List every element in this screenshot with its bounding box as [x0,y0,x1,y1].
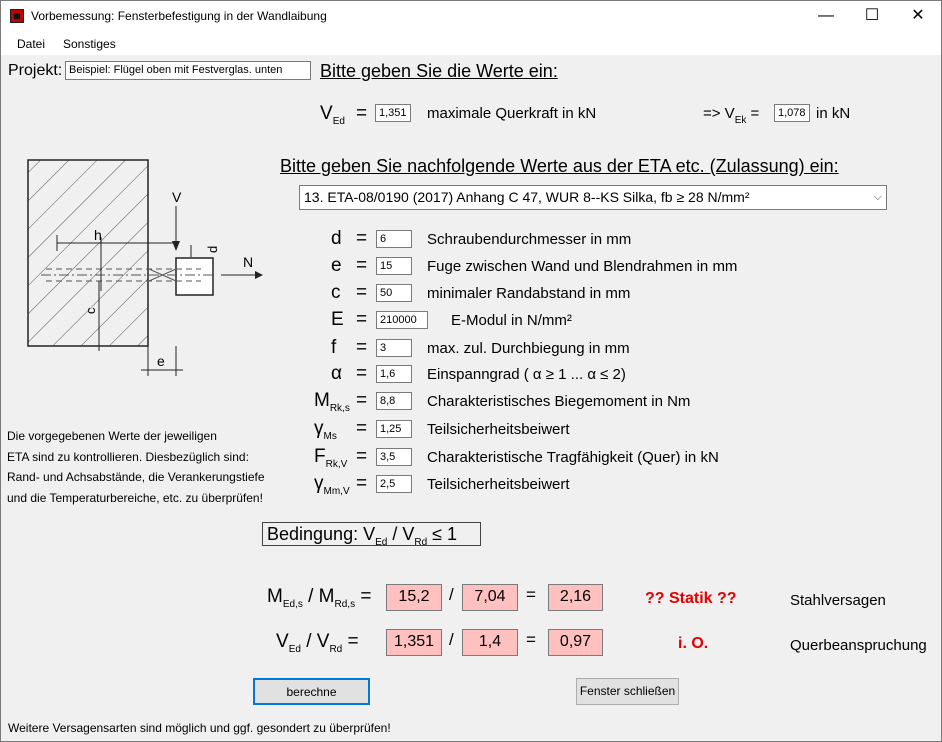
param-equals: = [356,228,368,249]
project-label: Projekt: [8,62,63,79]
fastening-diagram [21,151,271,386]
ved-input[interactable]: 1,351 [375,104,411,122]
param-equals: = [356,446,368,467]
app-icon [10,9,24,23]
close-dialog-button[interactable]: Fenster schließen [576,678,679,705]
param-input[interactable]: 8,8 [376,392,412,410]
eta-select-value: 13. ETA-08/0190 (2017) Anhang C 47, WUR 8--KS Silka, fb ≥ 28 N/mm² [304,189,750,205]
menu-datei[interactable]: Datei [17,37,46,51]
condition-box [262,522,481,546]
wall-section [28,160,148,346]
result-status: i. O. [678,635,709,652]
result-value-design: 1,351 [386,629,442,656]
note-line: Rand- und Achsabstände, die Verankerungstiefe [7,470,265,484]
window-title: Vorbemessung: Fensterbefestigung in der Wandlaibung [31,9,327,23]
param-input[interactable]: 3 [376,339,412,357]
param-equals: = [356,255,368,276]
vek-unit: in kN [816,105,851,122]
label-h: h [94,227,102,243]
ved-description: maximale Querkraft in kN [427,105,597,122]
force-n-arrowhead [255,271,263,279]
result-value-resistance: 7,04 [462,584,518,611]
param-equals: = [356,390,368,411]
param-equals: = [356,473,368,494]
result-value-resistance: 1,4 [462,629,518,656]
param-equals: = [356,282,368,303]
vek-output: 1,078 [774,104,810,122]
chevron-down-icon[interactable]: ⌵ [873,191,882,203]
close-window-button[interactable]: ✕ [911,7,925,24]
param-input[interactable]: 3,5 [376,448,412,466]
label-n: N [243,254,254,270]
eta-select[interactable] [299,185,887,210]
result-divide: / [449,630,454,649]
param-symbol: f [331,337,337,358]
result-equals: = [526,630,536,649]
eta-note [7,426,265,508]
result-equals: = [526,585,536,604]
param-equals: = [356,337,368,358]
result-failure-type: Querbeanspruchung [790,637,927,654]
heading-eta-values: Bitte geben Sie nachfolgende Werte aus der ETA etc. (Zulassung) ein: [280,156,839,176]
param-description: Teilsicherheitsbeiwert [427,476,570,493]
param-equals: = [356,363,368,384]
result-ratio: 2,16 [548,584,603,611]
param-description: Teilsicherheitsbeiwert [427,421,570,438]
ved-symbol: $V_{Ed}$ [320,103,345,127]
result-status: ?? Statik ?? [645,590,737,607]
param-symbol: c [331,282,341,303]
param-description: minimaler Randabstand in mm [427,285,631,302]
calculate-button[interactable]: berechne [253,678,370,705]
param-symbol: E [331,309,344,330]
param-description: Einspanngrad ( α ≥ 1 ... α ≤ 2) [427,366,626,383]
project-input[interactable]: Beispiel: Flügel oben mit Festverglas. unten [65,61,311,80]
param-input[interactable]: 1,25 [376,420,412,438]
ved-equals: = [356,103,368,124]
param-symbol: $\gamma_{Ms}$ [314,418,337,442]
menu-sonstiges[interactable]: Sonstiges [63,37,116,51]
label-e: e [157,353,165,369]
heading-enter-values: Bitte geben Sie die Werte ein: [320,61,558,81]
param-input[interactable]: 2,5 [376,475,412,493]
label-v: V [172,189,182,205]
menu-bar [1,32,941,55]
vek-label: => $V_{Ek}$ = [703,105,760,126]
param-description: max. zul. Durchbiegung in mm [427,340,630,357]
param-symbol: e [331,255,342,276]
param-input[interactable]: 6 [376,230,412,248]
maximize-button[interactable]: ☐ [864,7,880,24]
minimize-button[interactable]: — [818,7,834,24]
param-equals: = [356,309,368,330]
param-input[interactable]: 1,6 [376,365,412,383]
param-symbol: α [331,363,342,384]
param-symbol: $\gamma_{Mm,V}$ [314,473,350,497]
result-formula: $V_{Ed} / V_{Rd}$ = [276,631,359,655]
result-formula: $M_{Ed,s} / M_{Rd,s}$ = [267,586,372,610]
title-bar [1,1,941,32]
param-input[interactable]: 15 [376,257,412,275]
note-line: Die vorgegebenen Werte der jeweiligen [7,429,217,443]
result-ratio: 0,97 [548,629,603,656]
note-line: ETA sind zu kontrollieren. Diesbezüglich sind: [7,449,249,464]
condition-text: Bedingung: $V_{Ed} / V_{Rd} \le 1$ [267,524,458,548]
result-value-design: 15,2 [386,584,442,611]
label-d: d [205,245,220,253]
param-equals: = [356,418,368,439]
param-input[interactable]: 50 [376,284,412,302]
footer-note: Weitere Versagensarten sind möglich und ggf. gesondert zu überprüfen! [8,721,391,735]
param-symbol: $M_{Rk,s}$ [314,390,350,414]
result-divide: / [449,585,454,604]
label-c: c [83,307,98,314]
param-description: Schraubendurchmesser in mm [427,231,632,248]
param-description: Charakteristische Tragfähigkeit (Quer) in kN [427,449,719,466]
param-description: E-Modul in N/mm² [451,312,572,329]
window-frame [176,258,213,295]
param-description: Charakteristisches Biegemoment in Nm [427,393,691,410]
param-symbol: d [331,228,342,249]
param-input[interactable]: 210000 [376,311,428,329]
result-failure-type: Stahlversagen [790,592,886,609]
param-symbol: $F_{Rk,V}$ [314,446,348,470]
param-description: Fuge zwischen Wand und Blendrahmen in mm [427,258,738,275]
note-line: und die Temperaturbereiche, etc. zu überprüfen! [7,490,263,505]
